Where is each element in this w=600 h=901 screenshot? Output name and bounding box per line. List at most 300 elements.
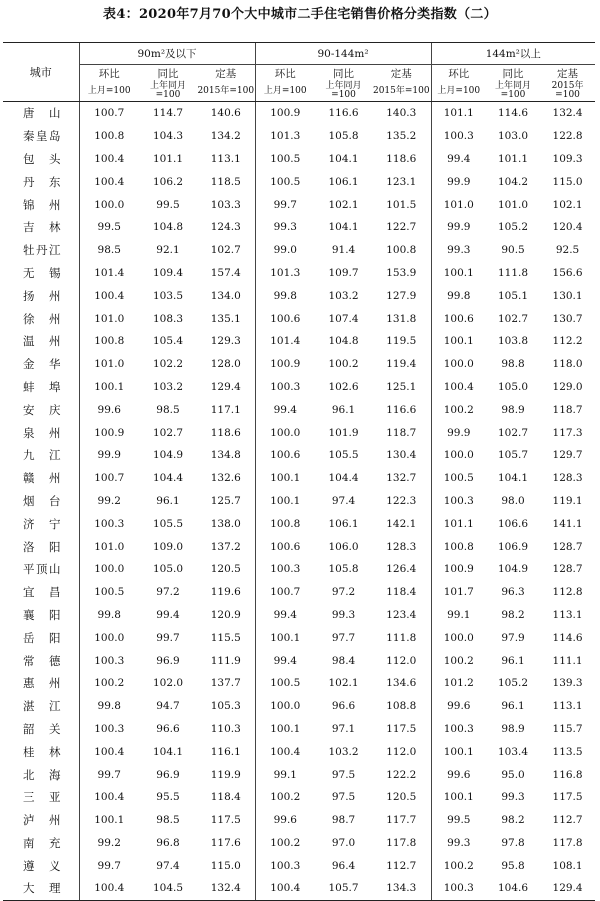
table-row — [3, 125, 595, 148]
cell-small-fixed: 117.5 — [210, 814, 241, 827]
cell-large-yoy: 103.0 — [498, 130, 529, 143]
cell-medium-fixed: 101.5 — [386, 198, 417, 211]
table-row — [3, 148, 595, 171]
cell-small-fixed: 113.1 — [210, 152, 241, 165]
cell-large-mom: 100.5 — [431, 467, 486, 490]
cell-medium-mom: 100.5 — [255, 672, 315, 695]
cell-medium-fixed: 134.3 — [372, 877, 431, 900]
cell-medium-mom: 100.8 — [255, 512, 315, 535]
sub-header-mom: 环比 — [79, 65, 139, 82]
cell-large-fixed: 129.4 — [540, 877, 595, 900]
cell-large-fixed: 122.8 — [552, 130, 583, 143]
cell-small-mom: 100.2 — [79, 672, 139, 695]
cell-large-yoy: 104.6 — [486, 877, 540, 900]
cell-large-yoy: 114.6 — [498, 107, 529, 120]
city-name: 宜昌 — [23, 585, 61, 600]
base-header-mom: 上月=100 — [79, 81, 139, 102]
cell-medium-mom: 99.4 — [255, 604, 315, 627]
cell-large-yoy: 97.9 — [501, 631, 525, 644]
cell-small-mom: 100.7 — [79, 102, 139, 125]
city-name: 遵义 — [23, 858, 61, 873]
city-name: 襄阳 — [23, 607, 61, 622]
cell-medium-mom: 100.6 — [255, 307, 315, 330]
cell-large-yoy: 111.8 — [498, 266, 529, 279]
cell-large-fixed: 114.6 — [552, 631, 583, 644]
cell-medium-yoy: 102.1 — [328, 677, 359, 690]
cell-small-mom: 99.8 — [79, 695, 139, 718]
cell-small-yoy: 95.5 — [156, 791, 180, 804]
table-row — [3, 239, 595, 262]
cell-large-mom: 101.7 — [431, 581, 486, 604]
table-row — [3, 193, 595, 216]
cell-large-fixed: 113.1 — [552, 700, 583, 713]
cell-small-fixed: 117.1 — [210, 403, 241, 416]
cell-medium-mom: 99.3 — [255, 216, 315, 239]
cell-small-yoy: 104.5 — [139, 877, 197, 900]
cell-small-mom: 100.4 — [79, 740, 139, 763]
city-name: 金华 — [23, 357, 61, 372]
city-name: 北海 — [23, 767, 61, 782]
cell-small-mom: 100.4 — [79, 284, 139, 307]
cell-small-fixed: 157.4 — [210, 266, 241, 279]
cell-small-fixed: 111.9 — [210, 654, 241, 667]
cell-small-fixed: 135.1 — [210, 312, 241, 325]
cell-medium-yoy: 98.7 — [331, 814, 356, 827]
cell-small-fixed: 118.6 — [210, 426, 241, 439]
cell-small-fixed: 116.1 — [210, 745, 241, 758]
cell-large-mom: 100.0 — [431, 626, 486, 649]
cell-small-yoy: 96.6 — [156, 722, 180, 735]
cell-large-fixed: 128.7 — [552, 563, 583, 576]
cell-medium-fixed: 116.6 — [386, 403, 417, 416]
cell-medium-mom: 100.9 — [255, 353, 315, 376]
cell-medium-mom: 99.0 — [255, 239, 315, 262]
cell-large-yoy: 96.1 — [501, 654, 525, 667]
cell-large-mom: 99.9 — [431, 421, 486, 444]
cell-medium-fixed: 100.8 — [386, 244, 417, 257]
group-header-small: 90m²及以下 — [79, 43, 255, 65]
base-header-fixed: 2015年=100 — [540, 81, 595, 102]
cell-medium-yoy: 105.8 — [328, 130, 359, 143]
cell-large-fixed: 113.1 — [552, 608, 583, 621]
cell-large-yoy: 98.2 — [501, 608, 525, 621]
cell-small-yoy: 108.3 — [152, 312, 184, 325]
table-row — [3, 376, 595, 399]
cell-medium-fixed: 119.5 — [386, 335, 417, 348]
cell-large-fixed: 118.7 — [552, 403, 583, 416]
cell-medium-mom: 100.0 — [255, 695, 315, 718]
cell-small-fixed: 129.4 — [210, 380, 241, 393]
cell-large-mom: 100.3 — [431, 125, 486, 148]
table-row — [3, 170, 595, 193]
city-name: 安庆 — [23, 402, 61, 417]
city-name: 秦皇岛 — [23, 129, 61, 144]
table-row — [3, 877, 595, 900]
cell-large-mom: 100.1 — [431, 740, 486, 763]
cell-medium-yoy: 91.4 — [331, 244, 356, 257]
cell-medium-mom: 99.6 — [255, 809, 315, 832]
city-name: 吉林 — [23, 220, 61, 235]
cell-large-yoy: 96.1 — [501, 700, 525, 713]
table-row — [3, 216, 595, 239]
cell-large-fixed: 111.1 — [552, 654, 583, 667]
cell-small-mom: 99.8 — [79, 604, 139, 627]
cell-medium-yoy: 105.8 — [328, 563, 359, 576]
cell-medium-fixed: 112.0 — [386, 745, 417, 758]
cell-small-yoy: 96.9 — [156, 654, 180, 667]
table-row — [3, 854, 595, 877]
cell-medium-mom: 100.0 — [255, 421, 315, 444]
base-header-yoy: 上年同月=100 — [315, 81, 372, 102]
city-name: 牡丹江 — [23, 243, 61, 258]
cell-small-yoy: 101.1 — [152, 152, 184, 165]
cell-medium-mom: 99.4 — [255, 649, 315, 672]
cell-medium-yoy: 100.2 — [328, 358, 359, 371]
table-row — [3, 330, 595, 353]
cell-small-yoy: 102.7 — [152, 426, 184, 439]
cell-small-yoy: 99.4 — [156, 608, 180, 621]
cell-small-fixed: 115.0 — [210, 859, 241, 872]
cell-medium-yoy: 104.1 — [328, 152, 359, 165]
cell-large-yoy: 105.0 — [498, 380, 529, 393]
cell-small-fixed: 134.2 — [210, 130, 241, 143]
cell-medium-yoy: 97.2 — [331, 586, 356, 599]
cell-large-yoy: 96.3 — [501, 586, 525, 599]
cell-medium-yoy: 96.4 — [331, 859, 356, 872]
cell-medium-yoy: 105.5 — [328, 449, 359, 462]
city-name: 平顶山 — [23, 562, 61, 577]
cell-medium-yoy: 107.4 — [328, 312, 359, 325]
cell-small-fixed: 120.5 — [210, 563, 241, 576]
cell-small-fixed: 105.3 — [210, 700, 241, 713]
cell-small-mom: 100.4 — [79, 170, 139, 193]
cell-small-fixed: 125.7 — [210, 494, 241, 507]
cell-small-yoy: 104.4 — [152, 472, 184, 485]
cell-medium-mom: 99.1 — [255, 763, 315, 786]
cell-medium-yoy: 102.1 — [328, 198, 359, 211]
table-row — [3, 672, 595, 695]
cell-medium-fixed: 117.8 — [386, 836, 417, 849]
cell-large-fixed: 129.7 — [552, 449, 583, 462]
cell-medium-mom: 100.5 — [255, 148, 315, 171]
cell-small-yoy: 114.7 — [152, 107, 184, 120]
cell-medium-fixed: 123.4 — [386, 608, 417, 621]
cell-medium-yoy: 97.0 — [331, 836, 356, 849]
cell-small-mom: 100.9 — [79, 421, 139, 444]
city-name: 烟台 — [23, 493, 61, 508]
base-header-yoy: 上年同月=100 — [139, 81, 197, 102]
cell-medium-fixed: 120.5 — [386, 791, 417, 804]
city-name: 包头 — [23, 151, 61, 166]
cell-large-fixed: 115.7 — [552, 722, 583, 735]
cell-large-fixed: 118.0 — [552, 358, 583, 371]
cell-small-yoy: 96.8 — [156, 836, 180, 849]
table-row — [3, 421, 595, 444]
cell-medium-yoy: 99.3 — [331, 608, 356, 621]
cell-small-yoy: 92.1 — [156, 244, 180, 257]
cell-medium-mom: 100.4 — [255, 740, 315, 763]
cell-small-mom: 101.0 — [79, 353, 139, 376]
cell-small-fixed: 132.6 — [210, 472, 241, 485]
cell-medium-yoy: 97.7 — [331, 631, 356, 644]
cell-medium-mom: 101.3 — [255, 125, 315, 148]
table-row — [3, 832, 595, 855]
cell-medium-fixed: 126.4 — [386, 563, 417, 576]
cell-medium-mom: 100.4 — [255, 877, 315, 900]
cell-large-mom: 99.1 — [431, 604, 486, 627]
cell-medium-yoy: 96.6 — [331, 700, 356, 713]
cell-small-yoy: 105.0 — [152, 563, 184, 576]
cell-small-yoy: 102.2 — [152, 358, 184, 371]
cell-small-fixed: 115.5 — [210, 631, 241, 644]
base-header-yoy: 上年同月=100 — [486, 81, 540, 102]
sub-header-fixed: 定基 — [215, 67, 237, 80]
cell-medium-fixed: 117.5 — [386, 722, 417, 735]
cell-medium-mom: 100.6 — [255, 535, 315, 558]
city-name: 常德 — [23, 653, 61, 668]
sub-header-yoy: 同比 — [333, 67, 355, 80]
cell-medium-yoy: 98.4 — [331, 654, 356, 667]
cell-small-mom: 101.0 — [79, 307, 139, 330]
cell-large-fixed: 117.5 — [552, 791, 583, 804]
cell-small-yoy: 99.7 — [156, 631, 180, 644]
cell-large-fixed: 102.1 — [552, 198, 583, 211]
cell-small-fixed: 134.8 — [210, 449, 241, 462]
cell-small-fixed: 132.4 — [197, 877, 255, 900]
cell-small-fixed: 137.7 — [210, 677, 241, 690]
cell-small-mom: 100.1 — [79, 809, 139, 832]
cell-small-fixed: 103.3 — [210, 198, 241, 211]
cell-small-mom: 100.4 — [79, 148, 139, 171]
cell-small-fixed: 119.9 — [210, 768, 241, 781]
cell-small-yoy: 103.5 — [152, 289, 184, 302]
cell-small-mom: 100.5 — [79, 581, 139, 604]
city-name: 九江 — [23, 448, 61, 463]
cell-large-fixed: 113.5 — [552, 745, 583, 758]
cell-medium-yoy: 97.1 — [331, 722, 356, 735]
cell-medium-mom: 100.1 — [255, 467, 315, 490]
cell-small-mom: 99.7 — [79, 854, 139, 877]
cell-large-mom: 99.3 — [431, 239, 486, 262]
cell-small-fixed: 102.7 — [210, 244, 241, 257]
sub-header-mom: 环比 — [255, 65, 315, 82]
cell-medium-fixed: 134.6 — [386, 677, 417, 690]
cell-small-yoy: 96.1 — [156, 494, 180, 507]
cell-large-yoy: 98.9 — [501, 403, 525, 416]
city-name: 丹东 — [23, 174, 61, 189]
cell-medium-yoy: 106.1 — [328, 175, 359, 188]
cell-small-mom: 100.4 — [79, 786, 139, 809]
cell-medium-yoy: 97.5 — [331, 768, 356, 781]
city-name: 大理 — [3, 877, 79, 900]
cell-small-yoy: 94.7 — [156, 700, 180, 713]
cell-large-yoy: 105.1 — [498, 289, 529, 302]
cell-medium-fixed: 118.6 — [386, 152, 417, 165]
cell-small-mom: 99.2 — [79, 490, 139, 513]
cell-medium-yoy: 96.1 — [331, 403, 356, 416]
cell-large-yoy: 99.3 — [501, 791, 525, 804]
table-row — [3, 284, 595, 307]
cell-large-fixed: 92.5 — [555, 244, 580, 257]
cell-small-mom: 99.2 — [79, 832, 139, 855]
cell-large-yoy: 106.6 — [498, 517, 529, 530]
cell-small-mom: 99.5 — [79, 216, 139, 239]
cell-large-fixed: 128.3 — [552, 472, 583, 485]
cell-small-yoy: 106.2 — [152, 175, 184, 188]
group-header-medium: 90-144m² — [255, 43, 431, 65]
cell-small-fixed: 137.2 — [210, 540, 241, 553]
cell-medium-yoy: 104.4 — [328, 472, 359, 485]
cell-medium-fixed: 108.8 — [386, 700, 417, 713]
cell-medium-mom: 100.6 — [255, 444, 315, 467]
cell-large-mom: 100.3 — [431, 490, 486, 513]
cell-large-mom: 99.5 — [431, 809, 486, 832]
cell-medium-mom: 100.5 — [255, 170, 315, 193]
cell-small-yoy: 102.0 — [152, 677, 184, 690]
cell-medium-mom: 100.7 — [255, 581, 315, 604]
cell-large-fixed: 116.8 — [552, 768, 583, 781]
city-name: 扬州 — [23, 288, 61, 303]
cell-small-fixed: 119.6 — [210, 586, 241, 599]
cell-small-mom: 100.0 — [79, 626, 139, 649]
cell-large-yoy: 101.0 — [498, 198, 529, 211]
cell-large-yoy: 105.7 — [498, 449, 529, 462]
cell-small-yoy: 105.4 — [152, 335, 184, 348]
cell-medium-mom: 99.7 — [255, 193, 315, 216]
cell-large-mom: 99.9 — [431, 170, 486, 193]
cell-small-fixed: 117.6 — [210, 836, 241, 849]
cell-large-fixed: 120.4 — [552, 221, 583, 234]
cell-medium-mom: 100.3 — [255, 854, 315, 877]
cell-large-yoy: 97.8 — [501, 836, 525, 849]
cell-medium-fixed: 122.7 — [386, 221, 417, 234]
cell-medium-yoy: 116.6 — [328, 107, 359, 120]
cell-medium-mom: 100.3 — [255, 376, 315, 399]
cell-medium-mom: 101.3 — [255, 262, 315, 285]
cell-large-fixed: 156.6 — [552, 266, 583, 279]
base-header-mom: 上月=100 — [255, 81, 315, 102]
cell-large-mom: 100.2 — [431, 649, 486, 672]
cell-medium-mom: 100.1 — [255, 626, 315, 649]
table-row — [3, 512, 595, 535]
table-row — [3, 740, 595, 763]
cell-medium-fixed: 135.2 — [386, 130, 417, 143]
cell-medium-fixed: 118.4 — [386, 586, 417, 599]
cell-small-yoy: 99.5 — [156, 198, 180, 211]
cell-small-fixed: 118.4 — [210, 791, 241, 804]
cell-large-fixed: 130.7 — [552, 312, 583, 325]
cell-large-mom: 100.4 — [431, 376, 486, 399]
cell-medium-fixed: 111.8 — [386, 631, 417, 644]
cell-small-yoy: 98.5 — [156, 814, 180, 827]
cell-small-yoy: 97.2 — [156, 586, 180, 599]
cell-large-mom: 101.1 — [431, 512, 486, 535]
city-name: 惠州 — [23, 676, 61, 691]
cell-medium-fixed: 153.9 — [386, 266, 417, 279]
cell-large-fixed: 112.8 — [552, 586, 583, 599]
table-row — [3, 558, 595, 581]
cell-small-mom: 100.1 — [79, 376, 139, 399]
cell-medium-yoy: 104.8 — [328, 335, 359, 348]
city-name: 南充 — [23, 835, 61, 850]
cell-large-fixed: 141.1 — [552, 517, 583, 530]
cell-medium-fixed: 128.3 — [386, 540, 417, 553]
cell-medium-yoy: 106.0 — [328, 540, 359, 553]
cell-medium-fixed: 122.2 — [386, 768, 417, 781]
price-index-table — [3, 42, 595, 901]
cell-medium-fixed: 122.3 — [386, 494, 417, 507]
cell-small-yoy: 109.4 — [152, 266, 184, 279]
cell-large-yoy: 90.5 — [501, 244, 525, 257]
cell-medium-mom: 101.4 — [255, 330, 315, 353]
cell-large-yoy: 106.9 — [498, 540, 529, 553]
cell-large-mom: 101.1 — [431, 102, 486, 125]
cell-medium-fixed: 132.7 — [386, 472, 417, 485]
cell-medium-mom: 100.3 — [255, 558, 315, 581]
table-row — [3, 809, 595, 832]
sub-header-yoy: 同比 — [502, 67, 524, 80]
cell-large-fixed: 117.8 — [552, 836, 583, 849]
city-name: 泸州 — [23, 813, 61, 828]
city-name: 锦州 — [23, 197, 61, 212]
cell-large-yoy: 104.1 — [498, 472, 529, 485]
cell-large-mom: 99.4 — [431, 148, 486, 171]
cell-small-fixed: 120.9 — [210, 608, 241, 621]
cell-small-fixed: 118.5 — [210, 175, 241, 188]
city-name: 无锡 — [23, 265, 61, 280]
sub-header-mom: 环比 — [431, 65, 486, 82]
cell-large-mom: 100.1 — [431, 330, 486, 353]
city-name: 泉州 — [23, 425, 61, 440]
cell-large-mom: 100.0 — [431, 444, 486, 467]
cell-large-mom: 100.3 — [431, 718, 486, 741]
cell-large-fixed: 112.7 — [552, 814, 583, 827]
base-header-fixed: 2015年=100 — [197, 81, 255, 102]
cell-medium-yoy: 102.6 — [328, 380, 359, 393]
cell-large-mom: 99.9 — [431, 216, 486, 239]
cell-medium-yoy: 105.7 — [315, 877, 372, 900]
cell-medium-fixed: 131.8 — [386, 312, 417, 325]
cell-medium-mom: 100.2 — [255, 786, 315, 809]
table-row — [3, 649, 595, 672]
cell-medium-fixed: 130.4 — [386, 449, 417, 462]
cell-large-mom: 99.6 — [431, 695, 486, 718]
cell-large-mom: 100.6 — [431, 307, 486, 330]
table-row — [3, 444, 595, 467]
cell-small-mom: 100.8 — [79, 330, 139, 353]
city-name: 韶关 — [23, 721, 61, 736]
cell-large-fixed: 115.0 — [552, 175, 583, 188]
cell-small-yoy: 104.3 — [152, 130, 184, 143]
city-name: 济宁 — [23, 516, 61, 531]
cell-small-fixed: 129.3 — [210, 335, 241, 348]
cell-large-mom: 99.6 — [431, 763, 486, 786]
cell-small-mom: 99.9 — [79, 444, 139, 467]
cell-large-mom: 101.2 — [431, 672, 486, 695]
cell-medium-fixed: 112.0 — [386, 654, 417, 667]
table-row — [3, 535, 595, 558]
cell-medium-mom: 100.1 — [255, 490, 315, 513]
cell-large-mom: 100.1 — [431, 786, 486, 809]
cell-small-fixed: 128.0 — [210, 358, 241, 371]
sub-header-fixed: 定基 — [557, 67, 579, 80]
table-row — [3, 398, 595, 421]
city-header: 城市 — [3, 43, 79, 102]
cell-medium-mom: 99.4 — [255, 398, 315, 421]
cell-large-yoy: 95.0 — [501, 768, 525, 781]
cell-large-mom: 100.2 — [431, 398, 486, 421]
cell-small-mom: 100.3 — [79, 718, 139, 741]
